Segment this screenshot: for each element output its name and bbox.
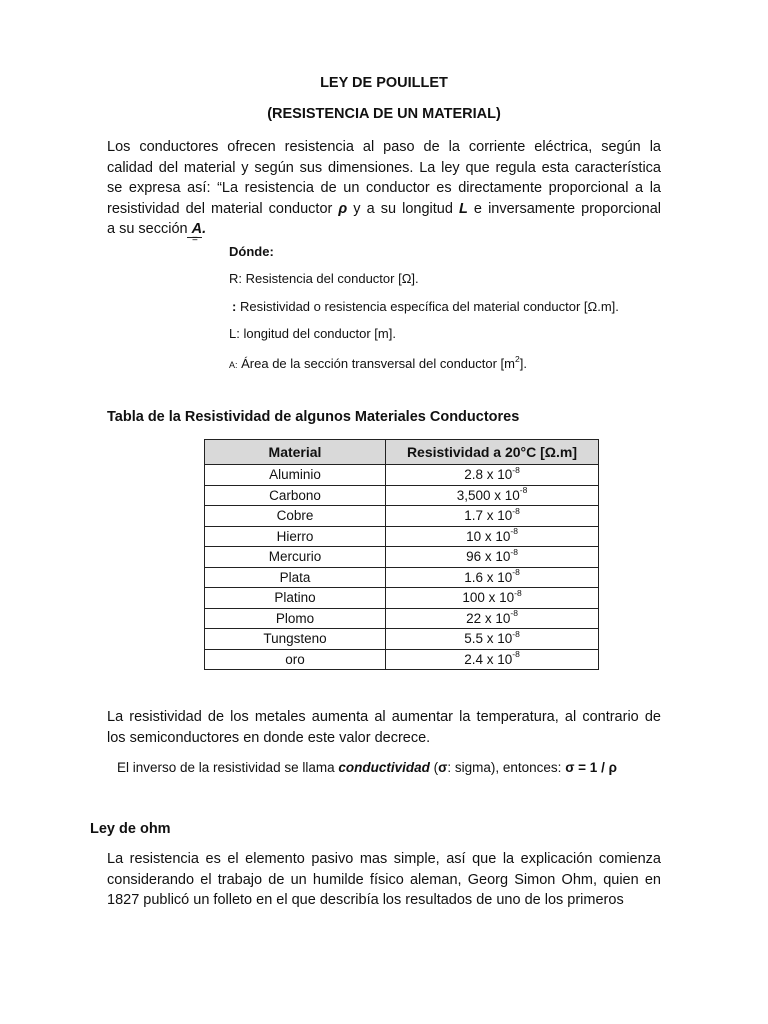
table-header-row (205, 440, 599, 465)
table-row: Aluminio 2.8 x $10^{-8}$ (205, 465, 599, 486)
intro-line-1: Los conductores ofrecen resistencia al paso de la corriente eléctrica, según la (107, 139, 661, 155)
table-row: Plata 1.6 x $10^{-8}$ (205, 567, 599, 588)
ohm-line-3: 1827 publicó un folleto en el que describía los resultados de uno de los primeros (107, 892, 624, 908)
temperature-paragraph (107, 707, 661, 748)
ohm-paragraph (107, 849, 661, 911)
section-heading-ohm: Ley de ohm (90, 821, 171, 837)
table-row: Plomo 22 x $10^{-8}$ (205, 608, 599, 629)
intro-line-2: calidad del material y según sus dimensiones. La ley que regula esta característica (107, 159, 661, 176)
page-subtitle: (RESISTENCIA DE UN MATERIAL) (267, 106, 501, 122)
temperature-line-2: los semiconductores en donde este valor decrece. (107, 729, 431, 746)
header-resistivity: Resistividad a 20°C [Ω.m] (386, 440, 599, 465)
table-row: Platino 100 x $10^{-8}$ (205, 588, 599, 609)
ohm-line-1: La resistencia es el elemento pasivo mas simple, así que la explicación comienza (107, 851, 661, 867)
table-caption: Tabla de la Resistividad de algunos Materiales Conductores (107, 409, 520, 425)
conductivity-term: conductividad (338, 760, 430, 775)
definition-resistivity: : Resistividad o resistencia específica del material conductor [Ω.m]. (232, 299, 619, 314)
intro-line-3: se expresa así: “La resistencia de un conductor es directamente proporcional a la (107, 180, 661, 196)
intro-line-5: a su sección A. (107, 221, 207, 237)
area-symbol: A. (191, 221, 207, 237)
conductivity-formula: σ = 1 / ρ (565, 760, 617, 775)
length-symbol: L (459, 200, 468, 217)
intro-paragraph (107, 137, 661, 240)
table-row: Tungsteno 5.5 x $10^{-8}$ (205, 629, 599, 650)
intro-line-4: resistividad del material conductor ρ y a su longitud L e inversamente proporcional (107, 200, 661, 217)
table-row: Carbono 3,500 x $10^{-8}$ (205, 485, 599, 506)
table-row: Mercurio 96 x $10^{-8}$ (205, 547, 599, 568)
temperature-line-1: La resistividad de los metales aumenta al aumentar la temperatura, al contrario de (107, 709, 661, 725)
table-row: oro 2.4 x $10^{-8}$ (205, 649, 599, 670)
ohm-line-2: considerando el trabajo de un humilde físico aleman, Georg Simon Ohm, quien en (107, 871, 661, 888)
table-row: Cobre 1.7 x $10^{-8}$ (205, 506, 599, 527)
definition-length: L: longitud del conductor [m]. (229, 326, 396, 341)
formula-equals-mark: = (192, 234, 198, 245)
page-title: LEY DE POUILLET (320, 75, 448, 91)
conductivity-line: El inverso de la resistividad se llama conductividad (σ: sigma), entonces: σ = 1 / ρ (117, 760, 617, 775)
table-row: Hierro 10 x $10^{-8}$ (205, 526, 599, 547)
definition-area: A: Área de la sección transversal del conductor $[m^2]$. (229, 353, 527, 371)
resistivity-table (204, 439, 599, 670)
definitions-heading: Dónde: (229, 244, 274, 259)
rho-symbol: ρ (338, 200, 348, 217)
definition-resistance: R: Resistencia del conductor [Ω]. (229, 271, 419, 286)
header-material: Material (205, 440, 386, 465)
